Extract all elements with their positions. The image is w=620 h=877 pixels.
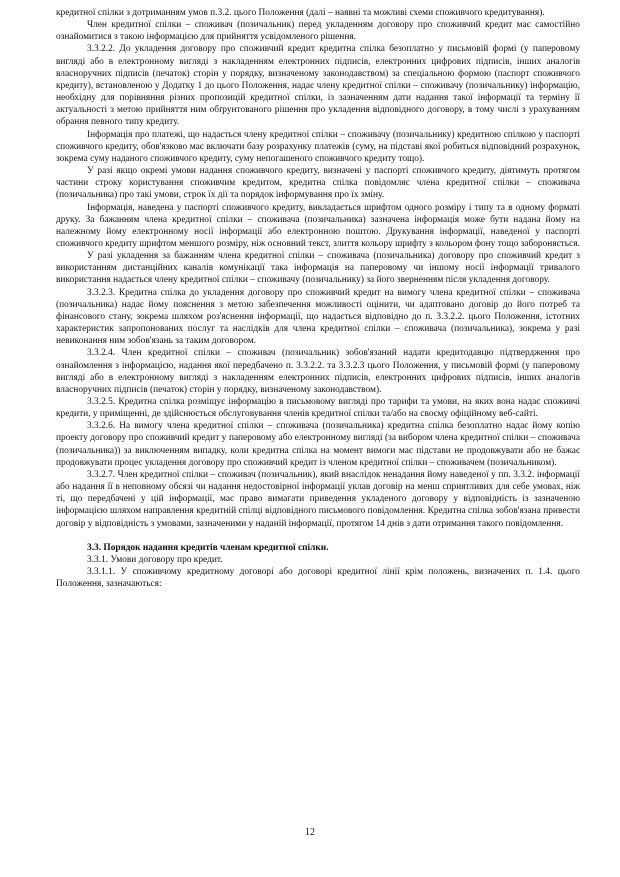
paragraph-payments-info: Інформація про платежі, що надається члену кредитної спілки – споживачу (позичальнику) кредитною спілкою у паспорті споживчого кредиту, обов'язково має включати базу розрахунку платежів (суму, на підставі якої робиться відповідний розрахунок, зокрема суму наданого споживчого кредиту, суму непогашеного споживчого кредиту тощо). [56,129,580,164]
paragraph-3-3-2-4: 3.3.2.4. Член кредитної спілки – споживач (позичальник) зобов'язаний надати кредитодавцю підтвердження про ознайомлення з інформацією, надання якої передбачено п. 3.3.2.2. та 3.3.2.3 цього Положення, у письмовій формі (у паперовому вигляді або в електронному вигляді з накладенням електронних підписів, електронних цифрових підписів, інших аналогів власноручних підписів (печаток) сторін у порядку, визначеному законодавством). [56,348,580,395]
section-heading: 3.3. Порядок надання кредитів членам кредитної спілки. [87,542,329,553]
page-number: 12 [305,827,315,838]
paragraph-3-3-2-2: 3.3.2.2. До укладення договору про споживчий кредит кредитна спілка безоплатно у письмовій формі (у паперовому вигляді або в електронному вигляді з накладенням електронних підписів, електронних цифрових підписів, інших аналогів власноручних підписів (печаток) сторін у порядку, визначеному законодавством) за спеціальною формою (паспорт споживчого кредиту), встановленою у Додатку 1 до цього Положення, надає члену кредитної спілки – споживачу (позичальнику) інформацію, необхідну для порівняння різних пропозицій кредитної спілки, із зазначенням дати надання такої інформації та терміну її актуальності з метою прийняття ним обґрунтованого рішення про укладення відповідного договору, в тому числі з урахуванням обрання певного типу кредиту. [56,44,580,128]
paragraph-distance-channels: У разі укладення за бажанням члена кредитної спілки – споживача (позичальника) договору про споживчий кредит з використанням дистанційних каналів комунікації така інформація на паперовому чи іншому носії інформації тривалого використання надається члену кредитної спілки – споживачу (позичальнику) за його зверненням після укладення договору. [56,251,580,286]
paragraph-3-3-2-3: 3.3.2.3. Кредитна спілка до укладення договору про споживчий кредит на вимогу члена кредитної спілки – споживача (позичальника) надає йому пояснення з метою забезпечення можливості оцінити, чи адаптовано договір до його потреб та фінансового стану, зокрема шляхом роз'яснення інформації, що надається відповідно до п. 3.3.2.2. цього Положення, істотних характеристик запропонованих послуг та наслідків для члена кредитної спілки – споживача (позичальника), зокрема у разі невиконання ним зобов'язань за таким договором. [56,287,580,347]
paragraph-member-acquaintance: Член кредитної спілки – споживач (позичальник) перед укладенням договору про споживчий кредит має самостійно ознайомитися з такою інформацією для прийняття усвідомленого рішення. [56,20,580,43]
paragraph-font-requirements: Інформація, наведена у паспорті споживчого кредиту, викладається шрифтом одного розміру і типу та в одному форматі друку. За бажанням члена кредитної спілки – споживача (позичальника) зазначена інформація може бути надана йому на належному йому електронному носії інформації або електронною поштою. Друкування інформації, наведеної у паспорті споживчого кредиту шрифтом меншого розміру, ніж основний текст, злиття кольору шрифту з кольором фону тощо забороняється. [56,202,580,249]
paragraph-3-3-2-7: 3.3.2.7. Член кредитної спілки – споживач (позичальник), який внаслідок ненадання йому наведеної у пп. 3.3.2. інформації або надання її в неповному обсязі чи надання недостовірної інформації уклав договір на менш сприятливих для себе умовах, ніж ті, що передбачені у цій інформації, має право вимагати приведення укладеного договору у відповідність із зазначеною інформацією шляхом направлення кредитній спілці відповідного письмового повідомлення. Кредитна спілка зобов'язана привести договір у відповідність з умовами, зазначеними у наданій інформації, протягом 14 днів з дати отримання такого повідомлення. [56,469,580,529]
paragraph-3-3-2-6: 3.3.2.6. На вимогу члена кредитної спілки – споживача (позичальника) кредитна спілка безоплатно надає йому копію проекту договору про споживчий кредит у паперовому або електронному вигляді (за вибором члена кредитної спілки – споживача (позичальника)) за виключенням випадку, коли кредитна спілка на момент вимоги має підстави не продовжувати або не бажає продовжувати процес укладення договору про споживчий кредит із членом кредитної спілки – споживачем (позичальником). [56,421,580,468]
section-gap [56,530,580,542]
paragraph-separate-conditions: У разі якщо окремі умови надання споживчого кредиту, визначені у паспорті споживчого кредиту, діятимуть протягом частини строку користування споживчим кредитом, кредитна спілка повідомляє члена кредитної спілки – споживача (позичальника) про такі умови, строк їх дії та порядок інформування про їх зміну. [56,166,580,201]
section-item-3-3-1: 3.3.1. Умови договору про кредит. [87,554,223,565]
paragraph-3-3-2-5: 3.3.2.5. Кредитна спілка розміщує інформацію в письмовому вигляді про тарифи та умови, на яких вона надає споживчі кредити, у приміщенні, де здійснюється обслуговування членів кредитної спілки та/або на своєму офіційному веб-сайті. [56,397,580,420]
section-item-3-3-1-1: 3.3.1.1. У споживчому кредитному договорі або договорі кредитної лінії крім положень, визначених п. 1.4. цього Положення, зазначаються: [56,567,580,590]
paragraph-continuation: кредитної спілки з дотриманням умов п.3.2. цього Положення (далі – наявні та можливі схеми споживчого кредитування). [56,8,545,18]
document-page [56,7,580,590]
